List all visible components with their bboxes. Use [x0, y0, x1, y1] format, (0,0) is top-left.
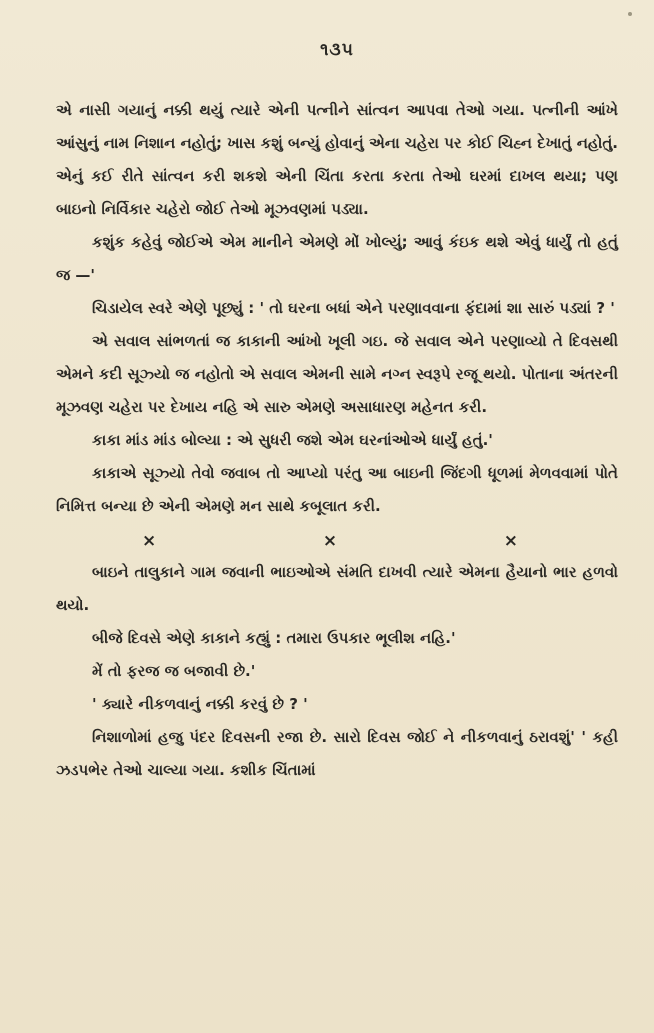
paper-speck	[628, 12, 632, 16]
paragraph-5: કાકા માંડ માંડ બોલ્યા : એ સુધરી જશે એમ ઘરનાંઓએ ધાર્યું હતું.'	[92, 431, 493, 449]
section-separator	[56, 525, 618, 558]
paragraph-6: કાકાએ સૂઝ્યો તેવો જવાબ તો આપ્યો પરંતુ આ બાઇની જિંદગી ધૂળમાં મેળવવામાં પોતે નિમિત્ત બન્યા છે એની એમણે મન સાથે કબૂલાત કરી.	[56, 464, 618, 515]
separator-mark-3: ×	[503, 531, 518, 551]
paragraph-7: બાઇને તાલુકાને ગામ જવાની ભાઇઓએ સંમતિ દાખવી ત્યારે એમના હૈયાનો ભાર હળવો થયો.	[56, 563, 618, 614]
paragraph-4: એ સવાલ સાંભળતાં જ કાકાની આંખો ખૂલી ગઇ. જે સવાલ એને પરણાવ્યો તે દિવસથી એમને કદી સૂઝ્યો જ નહોતો એ સવાલ એમની સામે નગ્ન સ્વરૂપે રજૂ થયો. પોતાના અંતરની મૂઝવણ ચહેરા પર દેખાય નહિ એ સારુ એમણે અસાધારણ મહેનત કરી.	[56, 332, 618, 416]
separator-mark-2: ×	[322, 531, 338, 551]
paragraph-11: નિશાળોમાં હજુ પંદર દિવસની રજા છે. સારો દિવસ જોઈ ને નીકળવાનું ઠરાવશું' ' કહી ઝડપભેર તેઓ ચાલ્યા ગયા. કશીક ચિંતામાં	[56, 728, 618, 779]
paragraph-9: મેં તો ફરજ જ બજાવી છે.'	[92, 662, 256, 680]
separator-mark-1: ×	[142, 531, 157, 551]
paragraph-1: એ નાસી ગયાનું નક્કી થયું ત્યારે એની પત્નીને સાંત્વન આપવા તેઓ ગયા. પત્નીની આંખે આંસુનું નામ નિશાન નહોતું; ખાસ કશું બન્યું હોવાનું એના ચહેરા પર કોઈ ચિહ્ન દેખાતું નહોતું. એનું કઈ રીતે સાંત્વન કરી શકશે એની ચિંતા કરતા કરતા તેઓ ઘરમાં દાખલ થયા; પણ બાઇનો નિર્વિકાર ચહેરો જોઈ તેઓ મૂઝવણમાં પડ્યા.	[56, 101, 618, 218]
paragraph-8: બીજે દિવસે એણે કાકાને કહ્યું : તમારા ઉપકાર ભૂલીશ નહિ.'	[92, 629, 456, 647]
paragraph-10: ' ક્યારે નીકળવાનું નક્કી કરવું છે ? '	[92, 695, 308, 713]
paragraph-3: ચિડાયેલ સ્વરે એણે પૂછ્યું : ' તો ઘરના બધાં એને પરણાવવાના ફંદામાં શા સારું પડ્યાં ? '	[92, 299, 615, 317]
page-number: ૧૩૫	[320, 40, 354, 60]
paragraph-2: કશુંક કહેવું જોઈએ એમ માનીને એમણે મોં ખોલ્યું; આવું કંઇક થશે એવું ધાર્યું તો હતું જ —'	[56, 233, 618, 284]
